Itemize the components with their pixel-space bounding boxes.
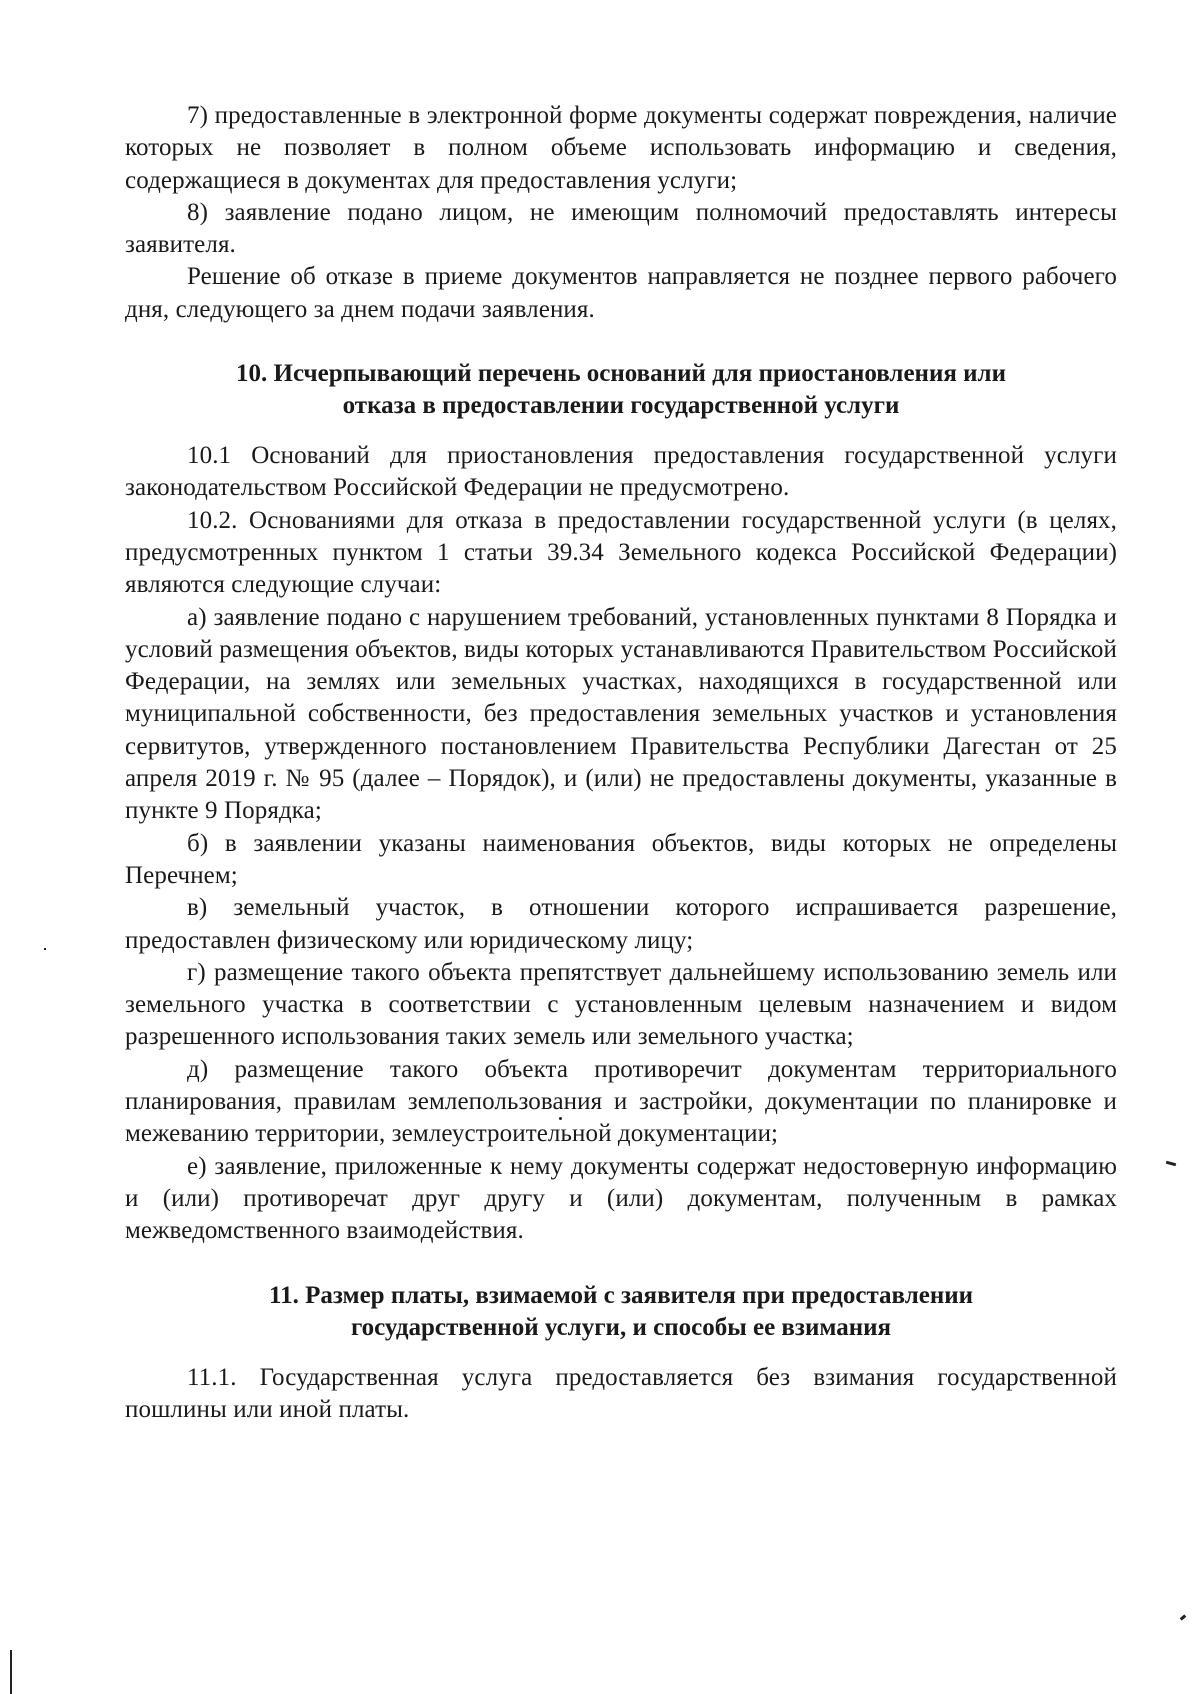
list-item-d: д) размещение такого объекта противоречит документам территориального планирования, правилам землепользования и застройки, документации по планировке и межеванию территории, землеустроительной документации; — [125, 1055, 1117, 1148]
paragraph-10-1: 10.1 Оснований для приостановления предоставления государственной услуги законодательством Российской Федерации не предусмотрено. — [125, 442, 1117, 502]
scan-artifact-right-dash — [1166, 1161, 1176, 1166]
paragraph-refusal-decision: Решение об отказе в приеме документов направляется не позднее первого рабочего дня, следующего за днем подачи заявления. — [125, 263, 1117, 323]
scan-artifact-left-bar — [10, 1650, 12, 1694]
section-10-heading — [125, 358, 1117, 422]
paragraph-11-1: 11.1. Государственная услуга предоставляется без взимания государственной пошлины или иной платы. — [125, 1363, 1117, 1423]
scan-artifact-left-dot — [44, 948, 46, 950]
scan-artifact-dot — [559, 1117, 562, 1120]
section-10-heading-line-1: 10. Исчерпывающий перечень оснований для приостановления или — [236, 360, 1006, 388]
paragraph-10-2: 10.2. Основаниями для отказа в предоставлении государственной услуги (в целях, предусмотренных пунктом 1 статьи 39.34 Земельного кодекса Российской Федерации) являются следующие случаи: — [125, 506, 1117, 599]
document-body — [125, 100, 1117, 1426]
list-item-a: а) заявление подано с нарушением требований, установленных пунктами 8 Порядка и условий размещения объектов, виды которых устанавливаются Правительством Российской Федерации, на землях или земельных участках, находящихся в государственной или муниципальной собственности, без предоставления земельных участков и установления сервитутов, утвержденного постановлением Правительства Республики Дагестан от 25 апреля 2019 г. № 95 (далее – Порядок), и (или) не предоставлены документы, указанные в пункте 9 Порядка; — [125, 603, 1117, 825]
section-11-heading-line-1: 11. Размер платы, взимаемой с заявителя при предоставлении — [268, 1281, 974, 1309]
list-item-v: в) земельный участок, в отношении которого испрашивается разрешение, предоставлен физическому или юридическому лицу; — [125, 894, 1117, 954]
scan-artifact-right-tick — [1180, 1614, 1187, 1620]
section-11-heading — [125, 1280, 1117, 1344]
list-item-e: е) заявление, приложенные к нему документы содержат недостоверную информацию и (или) противоречат друг другу и (или) документам, полученным в рамках межведомственного взаимодействия. — [125, 1152, 1117, 1245]
paragraph-item-8: 8) заявление подано лицом, не имеющим полномочий предоставлять интересы заявителя. — [125, 198, 1117, 259]
section-10-heading-line-2: отказа в предоставлении государственной услуги — [342, 392, 900, 420]
section-11-heading-line-2: государственной услуги, и способы ее взимания — [350, 1313, 892, 1341]
list-item-b: б) в заявлении указаны наименования объектов, виды которых не определены Перечнем; — [125, 829, 1117, 889]
list-item-g: г) размещение такого объекта препятствует дальнейшему использованию земель или земельного участка в соответствии с установленным целевым назначением и видом разрешенного использования таких земель или земельного участка; — [125, 958, 1117, 1051]
paragraph-item-7: 7) предоставленные в электронной форме документы содержат повреждения, наличие которых не позволяет в полном объеме использовать информацию и сведения, содержащиеся в документах для предоставления услуги; — [125, 102, 1117, 194]
